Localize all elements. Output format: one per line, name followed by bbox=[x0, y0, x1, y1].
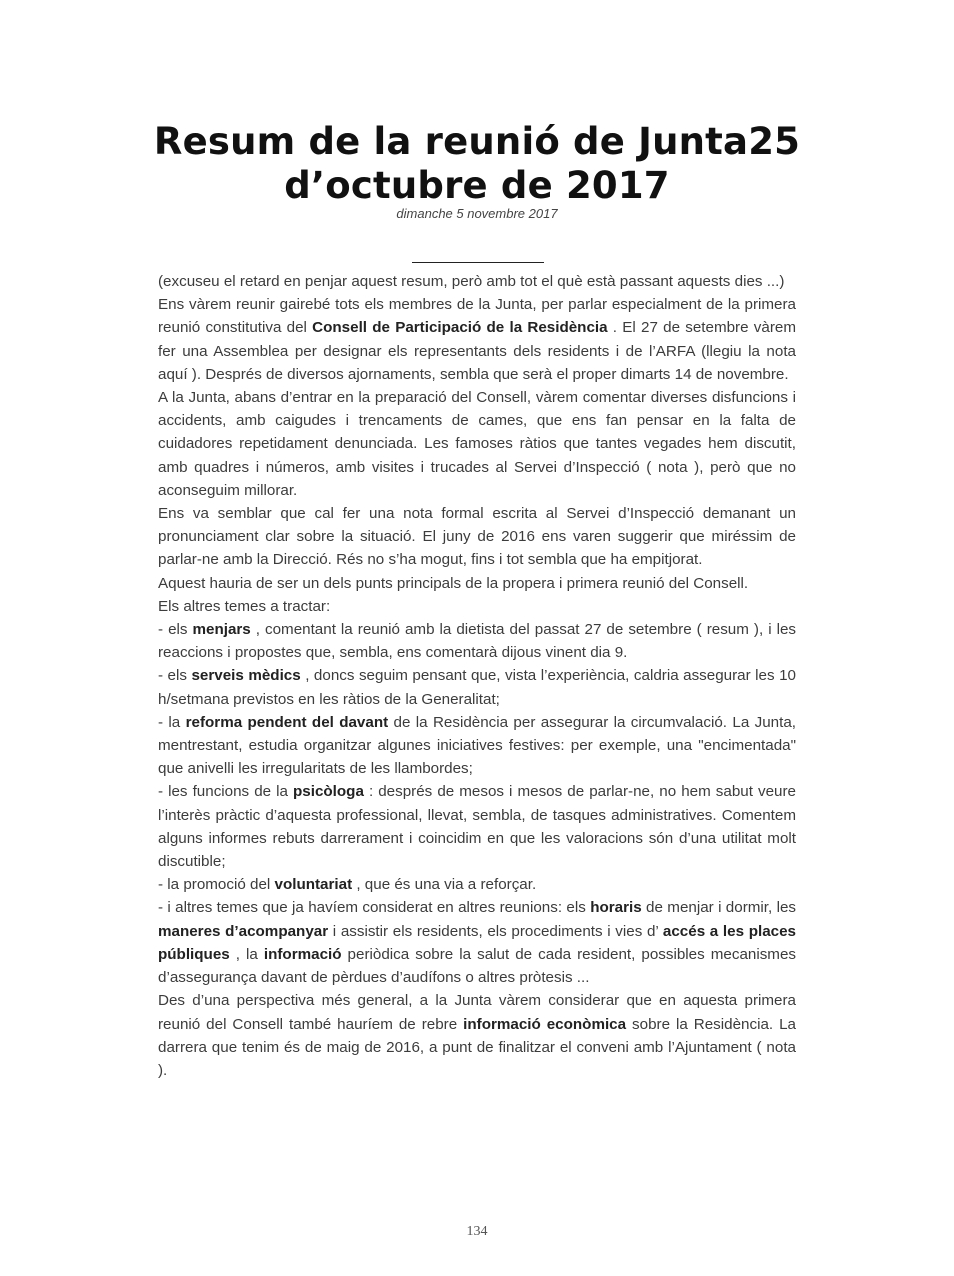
paragraph-text: Des d’una perspectiva més general, a la Junta vàrem considerar que en aquesta primera reunió del Consell també hauríem de rebre bbox=[158, 992, 796, 1033]
bold-term-informacio-economica: informació econòmica bbox=[463, 1015, 627, 1033]
item-text: , comentant la reunió amb la dietista del passat 27 de setembre ( resum ), i les reaccions i propostes que, sembla, ens comentarà dijous vinent dia 9. bbox=[158, 621, 796, 662]
item-text: de la Residència per assegurar la circumvalació. La Junta, mentrestant, estudia organitzar algunes iniciatives festives: per exemple, una "encimentada" que anivelli les irregularitats de les llambordes; bbox=[158, 713, 796, 778]
item-text: , doncs seguim pensant que, vista l’experiència, caldria assegurar les 10 h/setmana previstos en les ràtios de la Generalitat; bbox=[158, 667, 796, 708]
item-text: : després de mesos i mesos de parlar-ne, no hem sabut veure l’interès pràctic d’aquesta professional, llevat, sembla, de tasques administratives. Comentem alguns informes rebuts darrerament i coincidim en que les valoracions són d’una utilitat molt discutible; bbox=[158, 783, 796, 871]
item-text: , que és una via a reforçar. bbox=[352, 876, 537, 894]
item-text: , la bbox=[229, 945, 264, 963]
topic-item-menjars bbox=[158, 618, 796, 664]
item-text: de menjar i dormir, les bbox=[641, 899, 796, 917]
post-date: dimanche 5 novembre 2017 bbox=[396, 206, 558, 221]
bold-term: voluntariat bbox=[274, 876, 353, 894]
bold-term: horaris bbox=[590, 899, 642, 917]
paragraph-text: sobre la Residència. La darrera que tenim és de maig de 2016, a punt de finalitzar el conveni amb l’Ajuntament ( nota ). bbox=[158, 1015, 796, 1079]
bold-term: serveis mèdics bbox=[191, 667, 301, 685]
bold-term: informació bbox=[263, 945, 342, 963]
item-text: - les funcions de la bbox=[158, 783, 294, 801]
bold-term: maneres d’acompanyar bbox=[158, 922, 329, 940]
topic-item-psicologa bbox=[158, 780, 796, 873]
page-number: 134 bbox=[466, 1224, 488, 1239]
paragraph-priority: Aquest hauria de ser un dels punts principals de la propera i primera reunió del Consell. bbox=[158, 574, 749, 592]
item-text: - els bbox=[158, 621, 193, 639]
topic-item-altres bbox=[158, 896, 796, 989]
topic-item-serveis-medics bbox=[158, 664, 796, 710]
bold-term-consell: Consell de Participació de la Residència bbox=[312, 319, 608, 337]
item-text: i assistir els residents, els procediments i vies d’ bbox=[328, 922, 663, 940]
paragraph-apology: (excuseu el retard en penjar aquest resum, però amb tot el què està passant aquests dies ...) bbox=[158, 273, 785, 290]
paragraph-incidents: A la Junta, abans d’entrar en la preparació del Consell, vàrem comentar diverses disfuncions i accidents, amb caigudes i trencaments de cames, que ens fan pensar en la falta de cuidadores repetidament denunciada. Les famoses ràtios que tantes vegades hem discutit, amb quadres i números, amb visites i trucades al Servei d’Inspecció ( nota ), però que no aconseguim millorar. bbox=[158, 389, 796, 499]
bold-term: psicòloga bbox=[293, 783, 364, 801]
item-text: - els bbox=[158, 667, 192, 685]
paragraph-text: Ens vàrem reunir gairebé tots els membres de la Junta, per parlar especialment de la primera reunió constitutiva del bbox=[158, 296, 796, 337]
bold-term: reforma pendent del davant bbox=[185, 713, 389, 731]
item-text: - la promoció del bbox=[158, 876, 275, 894]
article-body bbox=[158, 270, 796, 1082]
paragraph-topics-intro: Els altres temes a tractar: bbox=[158, 597, 331, 615]
item-text: - i altres temes que ja havíem considerat en altres reunions: els bbox=[158, 899, 591, 917]
topic-item-voluntariat bbox=[158, 873, 796, 896]
page-title: Resum de la reunió de Junta25 d’octubre de 2017 bbox=[153, 120, 801, 207]
bold-term: menjars bbox=[192, 621, 251, 639]
paragraph-economic-info bbox=[158, 989, 796, 1082]
item-text: periòdica sobre la salut de cada resident, possibles mecanismes d’assegurança davant de pèrdues d’audífons o altres pròtesis ... bbox=[158, 945, 797, 987]
bold-term: accés a les places públiques bbox=[158, 922, 796, 963]
title-divider bbox=[412, 262, 544, 263]
item-text: - la bbox=[158, 713, 186, 731]
paragraph-inspection: Ens va semblar que cal fer una nota formal escrita al Servei d’Inspecció demanant un pronunciament clar sobre la situació. El juny de 2016 ens varen suggerir que miréssim de parlar-ne amb la Direcció. Rés no s’ha mogut, fins i tot sembla que ha empitjorat. bbox=[158, 505, 796, 569]
paragraph-meeting bbox=[158, 293, 796, 386]
paragraph-text: . El 27 de setembre vàrem fer una Assemblea per designar els representants dels residents i de l’ARFA (llegiu la nota aquí ). Després de diversos ajornaments, sembla que serà el proper dimarts 14 de novembre. bbox=[158, 319, 796, 383]
topic-item-reforma bbox=[158, 711, 796, 781]
